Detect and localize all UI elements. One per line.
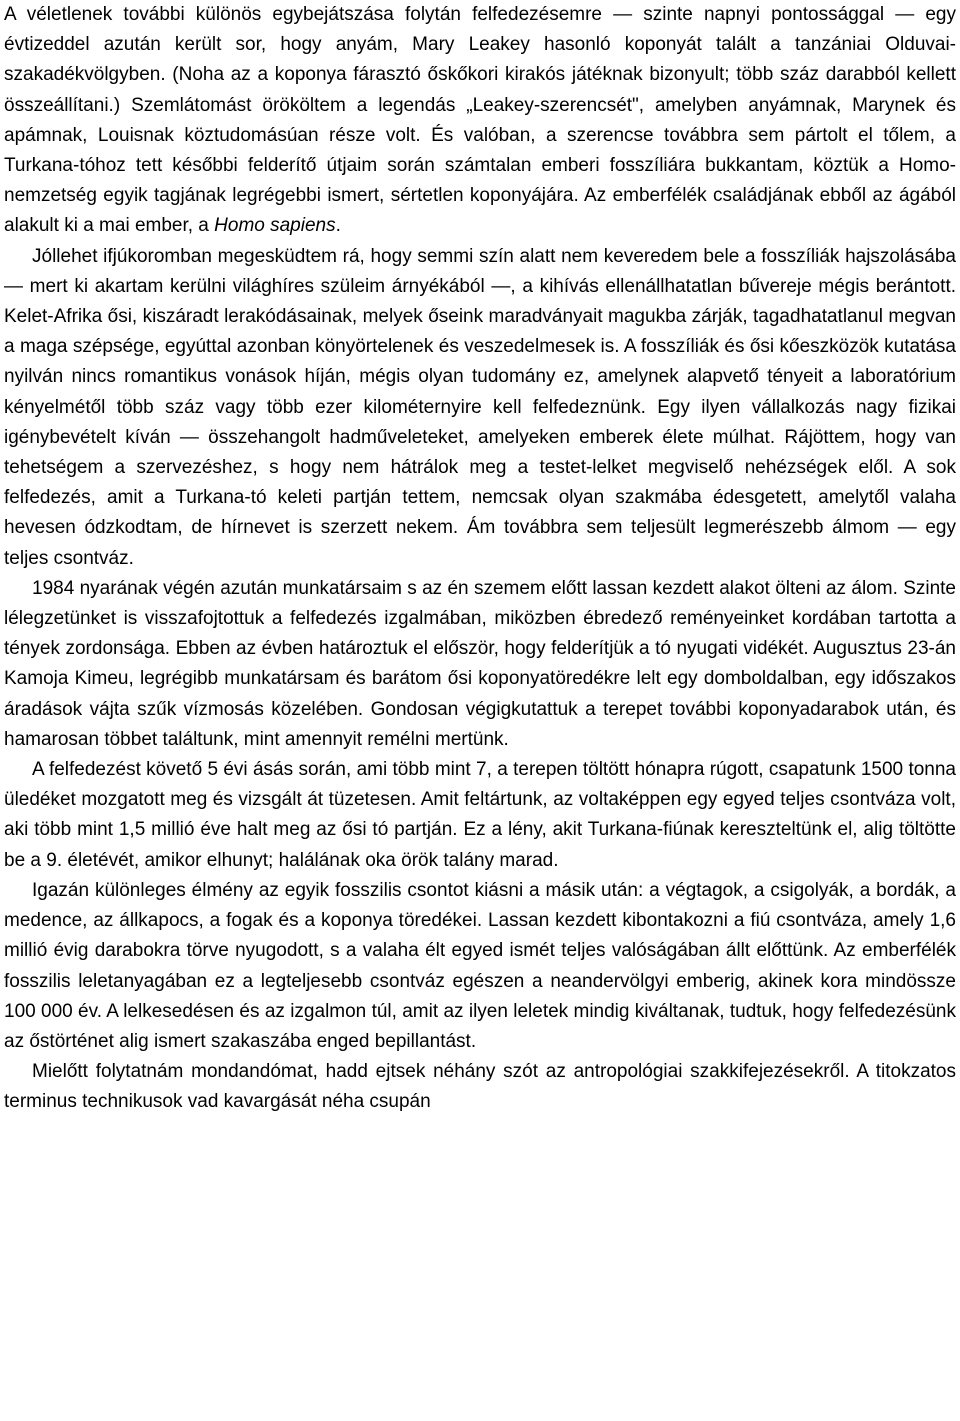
paragraph-1-text: A véletlenek további különös egybejátszása folytán felfedezésemre — szinte napnyi pontossággal — egy évtizeddel azután került sor, hogy anyám, Mary Leakey hasonló koponyát talált a tanzániai Olduvai-szakadékvölgyben. (Noha az a koponya fárasztó őskőkori kirakós játéknak bizonyult; több száz darabból kellett összeállítani.) Szemlátomást örököltem a legendás „Leakey-szerencsét", amelyben anyámnak, Marynek és apámnak, Louisnak köztudomásúan része volt. És valóban, a szerencse továbbra sem pártolt el tőlem, a Turkana-tóhoz tett későbbi felderítő útjaim során számtalan emberi fosszíliára bukkantam, köztük a Homo-nemzetség egyik tagjának legrégebbi ismert, sértetlen koponyájára. Az emberfélék családjának ebből az ágából alakult ki a mai ember, a (4, 4, 956, 237)
paragraph-5: Igazán különleges élmény az egyik fosszilis csontot kiásni a másik után: a végtagok, a csigolyák, a bordák, a medence, az állkapocs, a fogak és a koponya töredékei. Lassan kezdett kibontakozni a fiú csontváza, amely 1,6 millió évig darabokra törve nyugodott, s a valaha élt egyed ismét teljes valóságában állt előttünk. Az emberfélék fosszilis leletanyagában ez a legteljesebb csontváz egészen a neandervölgyi emberig, akinek kora mindössze 100 000 év. A lelkesedésen és az izgalmon túl, amit az ilyen leletek mindig kiváltanak, tudtuk, hogy felfedezésünk az őstörténet alig ismert szakaszába enged bepillantást. (4, 879, 956, 1052)
paragraph-2: Jóllehet ifjúkoromban megesküdtem rá, hogy semmi szín alatt nem keveredem bele a fosszíliák hajszolásába — mert ki akartam kerülni világhíres szüleim árnyékából —, a kihívás ellenállhatatlan bűvereje mégis berántott. Kelet-Afrika ősi, kiszáradt lerakódásainak, melyek őseink maradványait magukba zárják, tagadhatatlanul megvan a maga szépsége, egyúttal azonban könyörtelenek és veszedelmesek is. A fosszíliák és ősi kőeszközök kutatása nyilván nincs romantikus vonások híján, mégis olyan tudomány ez, amelynek alapvető tényeit a laboratórium kényelmétől több száz vagy több ezer kilométernyire kell felfedeznünk. Egy ilyen vállalkozás nagy fizikai igénybevételt kíván — összehangolt hadműveleteket, amelyeken emberek élete múlhat. Rájöttem, hogy van tehetségem a szervezéshez, s hogy nem hátrálok meg a testet-lelket megviselő nehézségek elől. A sok felfedezés, amit a Turkana-tó keleti partján tettem, nemcsak olyan szakmába édesgetett, amelytől valaha hevesen ódzkodtam, de hírnevet is szerzett nekem. Ám továbbra sem teljesült legmerészebb álmom — egy teljes csontváz. (4, 245, 956, 569)
species-name: Homo sapiens (214, 215, 336, 237)
paragraph-6: Mielőtt folytatnám mondandómat, hadd ejtsek néhány szót az antropológiai szakkifejezésekről. A titokzatos terminus technikusok vad kavargását néha csupán (4, 1061, 956, 1113)
paragraph-4: A felfedezést követő 5 évi ásás során, ami több mint 7, a terepen töltött hónapra rúgott, csapatunk 1500 tonna üledéket mozgatott meg és vizsgált át tüzetesen. Amit feltártunk, az voltaképpen egy egyed teljes csontváza volt, aki több mint 1,5 millió éve halt meg az ősi tó partján. Ez a lény, akit Turkana-fiúnak kereszteltünk el, alig töltötte be a 9. életévét, amikor elhunyt; halálának oka örök talány marad. (4, 759, 956, 871)
paragraph-3: 1984 nyarának végén azután munkatársaim s az én szemem előtt lassan kezdett alakot ölteni az álom. Szinte lélegzetünket is visszafojtottuk a felfedezés izgalmában, miközben ébredező reményeinket kordában tartotta a tények zordonsága. Ebben az évben határoztuk el először, hogy felderítjük a tó nyugati vidékét. Augusztus 23-án Kamoja Kimeu, legrégibb munkatársam és barátom ősi koponyatöredékre lelt egy domboldalban, egy időszakos áradások vájta szűk vízmosás közelében. Gondosan végigkutattuk a terepet további koponyadarabok után, és hamarosan többet találtunk, mint amennyit remélni mertünk. (4, 577, 956, 750)
paragraph-1-end: . (335, 215, 341, 237)
paragraph-1 (4, 0, 956, 242)
